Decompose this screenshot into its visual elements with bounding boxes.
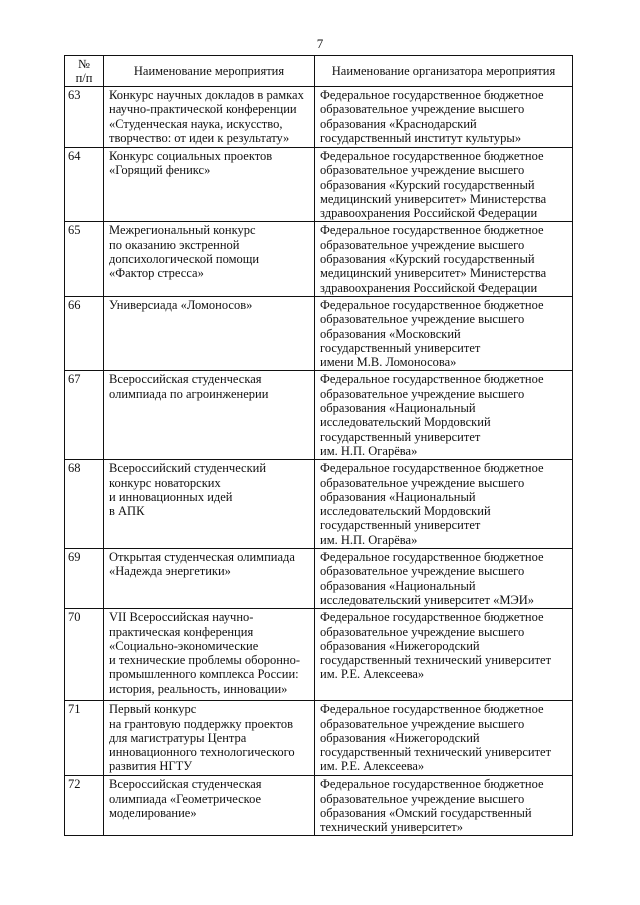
event-name: Конкурс социальных проектов «Горящий феникс» [104, 148, 315, 222]
table-header-row [65, 56, 573, 87]
organizer-name: Федеральное государственное бюджетное образовательное учреждение высшего образования «Нижегородский государственный технический университет им. Р.Е. Алексеева» [315, 609, 573, 701]
organizer-name: Федеральное государственное бюджетное образовательное учреждение высшего образования «Национальный исследовательский Мордовский государственный университет им. Н.П. Огарёва» [315, 460, 573, 549]
organizer-name: Федеральное государственное бюджетное образовательное учреждение высшего образования «Краснодарский государственный институт культуры» [315, 87, 573, 148]
event-name: VII Всероссийская научно- практическая конференция «Социально-экономические и технические проблемы оборонно- промышленного комплекса России: история, реальность, инновации» [104, 609, 315, 701]
row-number: 72 [65, 776, 104, 836]
row-number: 71 [65, 701, 104, 776]
event-name: Всероссийский студенческий конкурс новаторских и инновационных идей в АПК [104, 460, 315, 549]
event-name: Конкурс научных докладов в рамках научно-практической конференции «Студенческая наука, искусство, творчество: от идеи к результату» [104, 87, 315, 148]
organizer-name: Федеральное государственное бюджетное образовательное учреждение высшего образования «Нижегородский государственный технический университет им. Р.Е. Алексеева» [315, 701, 573, 776]
event-name: Всероссийская студенческая олимпиада по агроинженерии [104, 371, 315, 460]
row-number: 64 [65, 148, 104, 222]
table-row [65, 371, 573, 460]
header-num: № п/п [65, 56, 104, 87]
row-number: 70 [65, 609, 104, 701]
table-row [65, 460, 573, 549]
organizer-name: Федеральное государственное бюджетное образовательное учреждение высшего образования «Курский государственный медицинский университет» Министерства здравоохранения Российской Федерации [315, 222, 573, 296]
organizer-name: Федеральное государственное бюджетное образовательное учреждение высшего образования «Национальный исследовательский университет «МЭИ» [315, 549, 573, 609]
row-number: 66 [65, 296, 104, 370]
table-row [65, 87, 573, 148]
table-row [65, 776, 573, 836]
table-row [65, 296, 573, 370]
row-number: 65 [65, 222, 104, 296]
table-row [65, 701, 573, 776]
organizer-name: Федеральное государственное бюджетное образовательное учреждение высшего образования «Омский государственный технический университет» [315, 776, 573, 836]
event-name: Открытая студенческая олимпиада «Надежда энергетики» [104, 549, 315, 609]
events-table [64, 55, 573, 836]
row-number: 69 [65, 549, 104, 609]
row-number: 67 [65, 371, 104, 460]
table-row [65, 148, 573, 222]
table-row [65, 222, 573, 296]
event-name: Межрегиональный конкурс по оказанию экстренной допсихологической помощи «Фактор стресса» [104, 222, 315, 296]
page-number: 7 [316, 36, 324, 51]
event-name: Всероссийская студенческая олимпиада «Геометрическое моделирование» [104, 776, 315, 836]
event-name: Первый конкурс на грантовую поддержку проектов для магистратуры Центра инновационного технологического развития НГТУ [104, 701, 315, 776]
table-row [65, 549, 573, 609]
row-number: 68 [65, 460, 104, 549]
event-name: Универсиада «Ломоносов» [104, 296, 315, 370]
header-event: Наименование мероприятия [104, 56, 315, 87]
header-organizer: Наименование организатора мероприятия [315, 56, 573, 87]
organizer-name: Федеральное государственное бюджетное образовательное учреждение высшего образования «Национальный исследовательский Мордовский государственный университет им. Н.П. Огарёва» [315, 371, 573, 460]
organizer-name: Федеральное государственное бюджетное образовательное учреждение высшего образования «Курский государственный медицинский университет» Министерства здравоохранения Российской Федерации [315, 148, 573, 222]
row-number: 63 [65, 87, 104, 148]
organizer-name: Федеральное государственное бюджетное образовательное учреждение высшего образования «Московский государственный университет имени М.В. Ломоносова» [315, 296, 573, 370]
table-row [65, 609, 573, 701]
